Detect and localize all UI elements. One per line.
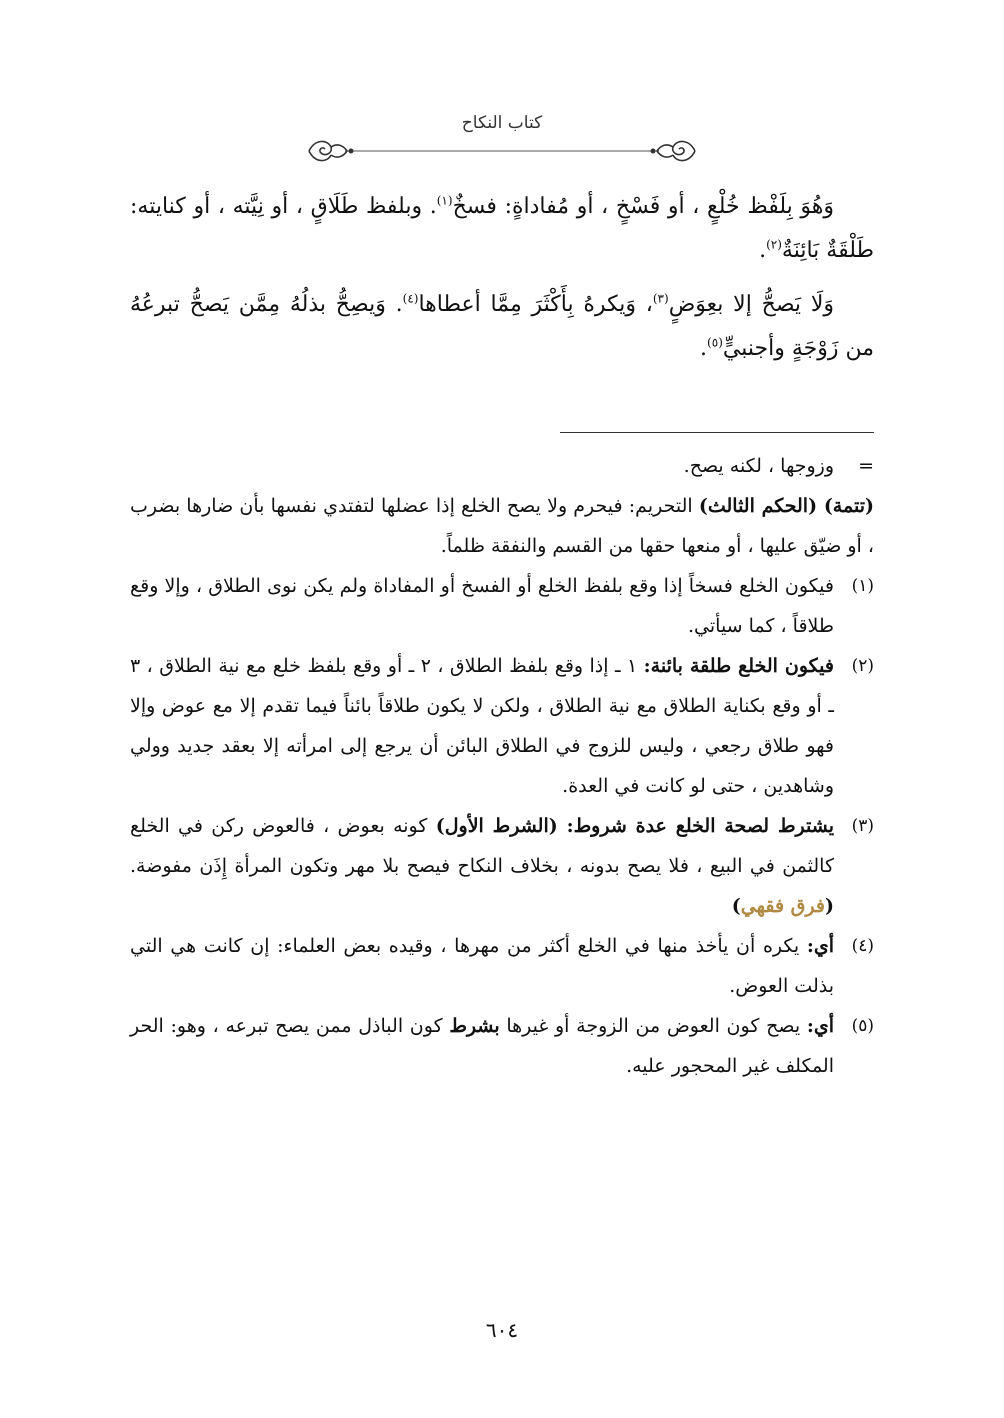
header-ornament-icon (305, 135, 699, 167)
continuation-mark: = (858, 455, 874, 477)
footnote-3: (٣) يشترط لصحة الخلع عدة شروط: (الشرط الأول) كونه بعوض ، فالعوض ركن في الخلع كالثمن في البيع ، فلا يصح بدونه ، بخلاف النكاح فيصح بلا مهر وتكون المرأة إِذَن مفوضة. (فرق فقهي) (130, 806, 874, 926)
main-paragraph-2: وَلَا يَصحُّ إلا بعِوَضٍ$^{(٣)}$، وَيكرهُ بِأَكْثَرَ مِمَّا أعطاها$^{(٤)}$. وَيصِحُّ بذلُهُ مِمَّن يَصحُّ تبرعُهُ من زَوْجَةٍ وأجنبيٍّ$^{(٥)}$. (130, 291, 874, 361)
running-header-title: كتاب النكاح (461, 113, 543, 133)
footnote-5: (٥) أي: يصح كون العوض من الزوجة أو غيرها بشرط كون الباذل ممن يصح تبرعه ، وهو: الحر المكلف غير المحجور عليه. (130, 1006, 874, 1086)
footnote-number: (٤) (851, 936, 874, 956)
book-page (130, 0, 874, 1418)
footnote-4: (٤) أي: يكره أن يأخذ منها في الخلع أكثر من مهرها ، وقيده بعض العلماء: إن كانت هي التي بذلت العوض. (130, 926, 874, 1006)
footnote-number: (٣) (851, 816, 874, 836)
footnote-1: (١) فيكون الخلع فسخاً إذا وقع بلفظ الخلع أو الفسخ أو المفاداة ولم يكن نوى الطلاق ، وإلا وقع طلاقاً ، كما سيأتي. (130, 566, 874, 646)
footnote-ref-3[interactable]: (٣) (652, 291, 669, 306)
footnote-number: (٢) (851, 656, 874, 676)
footnote-number: (١) (851, 576, 874, 596)
footnote-2: (٢) فيكون الخلع طلقة بائنة: ١ ـ إذا وقع بلفظ الطلاق ، ٢ ـ أو وقع بلفظ خلع مع نية الطلاق ، ٣ ـ أو وقع بكناية الطلاق مع نية الطلاق ، ولكن لا يكون طلاقاً بائناً فيما تقدم إلا مع عوض وإلا فهو طلاق رجعي ، وليس للزوج في الطلاق البائن أن يرجع إلى امرأته إلا بعقد جديد وولي وشاهدين ، حتى لو كانت في العدة. (130, 646, 874, 806)
main-paragraph-1: وَهُوَ بِلَفْظ خُلْعٍ ، أو فَسْخٍ ، أو مُفاداةٍ: فسخٌ$^{(١)}$. وبلفظ طَلَاقٍ ، أو نِيَّته ، أو كنايته: طَلْقَةٌ بَائِنَةٌ$^{(٢)}$. (130, 193, 874, 263)
fiqh-difference-label: فرق فقهي (740, 895, 825, 917)
footnote-ref-1[interactable]: (١) (436, 193, 453, 208)
footnote-ref-2[interactable]: (٢) (766, 237, 782, 252)
main-text (130, 185, 874, 371)
footnote-tatimma: (تتمة) (الحكم الثالث) التحريم: فيحرم ولا يصح الخلع إذا عضلها لتفتدي نفسها بأن ضارها بضرب ، أو ضيّق عليها ، أو منعها حقها من القسم والنفقة ظلماً. (130, 495, 874, 557)
footnote-ref-5[interactable]: (٥) (707, 335, 723, 350)
footnote-ref-4[interactable]: (٤) (402, 291, 419, 306)
footnote-separator (560, 432, 874, 433)
footnote-continuation: = وزوجها ، لكنه يصح. (130, 446, 874, 486)
footnotes (130, 446, 874, 1086)
footnote-number: (٥) (851, 1016, 874, 1036)
page-number: ٦٠٤ (485, 1318, 519, 1342)
